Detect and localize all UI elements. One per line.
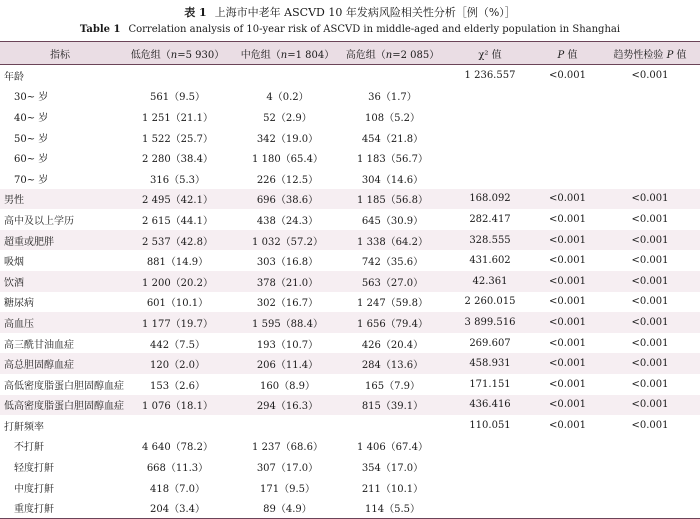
cell-chi-square xyxy=(445,497,535,518)
cell-low-risk: 668（11.3） xyxy=(146,463,209,475)
header-trend-p-value xyxy=(600,42,700,65)
cell-chi-square xyxy=(445,168,535,189)
table-row xyxy=(0,497,700,518)
cell-high-risk: 645（30.9） xyxy=(361,215,424,227)
cell-high-risk: 165（7.9） xyxy=(365,380,420,392)
cell-mid-risk: 89（4.9） xyxy=(235,497,340,518)
cell-trend-p-value: <0.001 xyxy=(631,337,669,349)
cell-chi-square: 436.416 xyxy=(445,395,535,416)
cell-p-value: <0.001 xyxy=(535,312,600,333)
cell-chi-square: 1 236.557 xyxy=(464,69,516,81)
cell-low-risk: 2 280（38.4） xyxy=(142,154,213,166)
cell-chi-square: 3 899.516 xyxy=(445,312,535,333)
cell-mid-risk xyxy=(235,415,340,436)
table-row xyxy=(0,477,700,498)
cell-high-risk: 114（5.5） xyxy=(340,497,445,518)
cell-mid-risk: 307（17.0） xyxy=(256,463,319,475)
table-row xyxy=(0,436,700,457)
cell-trend-p-value xyxy=(600,106,700,127)
header-trend-text: 趋势性检验 xyxy=(613,49,667,61)
cell-chi-square xyxy=(445,436,535,457)
cell-low-risk: 1 522（25.7） xyxy=(142,133,213,145)
cell-trend-p-value xyxy=(600,168,700,189)
cell-low-risk: 442（7.5） xyxy=(150,339,205,351)
cell-mid-risk: 438（24.3） xyxy=(256,215,319,227)
row-label: 不打鼾 xyxy=(14,442,44,454)
cell-chi-square xyxy=(445,106,535,127)
table-row xyxy=(0,86,700,107)
row-label: 高低密度脂蛋白胆固醇血症 xyxy=(4,380,124,392)
cell-high-risk: 563（27.0） xyxy=(340,271,445,292)
header-chi-square: χ² 值 xyxy=(445,42,535,65)
cell-p-value: <0.001 xyxy=(548,296,586,308)
cell-mid-risk: 226（12.5） xyxy=(256,174,319,186)
cell-trend-p-value: <0.001 xyxy=(600,312,700,333)
table-row xyxy=(0,271,700,292)
row-label: 30~ 岁 xyxy=(14,92,49,104)
cell-chi-square: 282.417 xyxy=(469,213,511,225)
cell-p-value: <0.001 xyxy=(548,337,586,349)
cell-p-value: <0.001 xyxy=(535,353,600,374)
cell-trend-p-value: <0.001 xyxy=(631,213,669,225)
table-row xyxy=(0,65,700,86)
cell-p-value xyxy=(535,86,600,107)
row-label: 轻度打鼾 xyxy=(14,463,54,475)
cell-trend-p-value: <0.001 xyxy=(600,395,700,416)
cell-mid-risk: 193（10.7） xyxy=(256,339,319,351)
table-title-chinese xyxy=(0,6,700,20)
cell-trend-p-value xyxy=(600,147,700,168)
cell-mid-risk: 342（19.0） xyxy=(256,133,319,145)
row-label: 吸烟 xyxy=(4,257,24,269)
cell-p-value: <0.001 xyxy=(535,230,600,251)
table-row xyxy=(0,106,700,127)
cell-chi-square: 458.931 xyxy=(445,353,535,374)
table-row xyxy=(0,415,700,436)
cell-mid-risk: 1 180（65.4） xyxy=(252,154,323,166)
table-number-en: Table 1 xyxy=(79,24,121,35)
table-row xyxy=(0,189,700,210)
cell-trend-p-value: <0.001 xyxy=(600,230,700,251)
cell-chi-square: 168.092 xyxy=(445,189,535,210)
cell-high-risk: 454（21.8） xyxy=(361,133,424,145)
table-row xyxy=(0,312,700,333)
cell-low-risk: 561（9.5） xyxy=(150,92,205,104)
cell-high-risk xyxy=(340,415,445,436)
row-label: 高中及以上学历 xyxy=(4,215,74,227)
cell-low-risk: 2 615（44.1） xyxy=(142,215,213,227)
table-row xyxy=(0,292,700,313)
cell-high-risk: 426（20.4） xyxy=(361,339,424,351)
header-p-letter: P xyxy=(557,49,565,61)
row-label: 打鼾频率 xyxy=(4,421,44,433)
header-mid-risk xyxy=(235,42,340,65)
cell-p-value: <0.001 xyxy=(548,255,586,267)
cell-high-risk: 742（35.6） xyxy=(361,257,424,269)
row-label: 男性 xyxy=(0,189,120,210)
cell-high-risk: 36（1.7） xyxy=(368,92,417,104)
table-row xyxy=(0,353,700,374)
cell-low-risk xyxy=(120,415,235,436)
cell-high-risk: 211（10.1） xyxy=(361,483,424,495)
header-p-value xyxy=(535,42,600,65)
cell-mid-risk: 294（16.3） xyxy=(235,395,340,416)
cell-mid-risk: 1 595（88.4） xyxy=(235,312,340,333)
table-row xyxy=(0,147,700,168)
table-title-cn-text: 上海市中老年 ASCVD 10 年发病风险相关性分析［例（%）］ xyxy=(214,6,516,19)
cell-p-value xyxy=(535,168,600,189)
cell-chi-square: 171.151 xyxy=(469,378,511,390)
table-row xyxy=(0,230,700,251)
cell-trend-p-value: <0.001 xyxy=(631,378,669,390)
cell-high-risk: 354（17.0） xyxy=(361,463,424,475)
table-row xyxy=(0,127,700,148)
header-high-n: n xyxy=(385,49,393,61)
header-low-prefix: 低危组（ xyxy=(130,49,171,61)
header-high-suffix: =2 085） xyxy=(392,49,440,61)
cell-mid-risk xyxy=(235,65,340,86)
cell-p-value: <0.001 xyxy=(535,189,600,210)
cell-p-value xyxy=(535,147,600,168)
cell-p-value xyxy=(535,456,600,477)
cell-trend-p-value xyxy=(600,436,700,457)
cell-chi-square: 269.607 xyxy=(469,337,511,349)
cell-low-risk: 1 076（18.1） xyxy=(120,395,235,416)
row-label: 高三酰甘油血症 xyxy=(4,339,74,351)
cell-trend-p-value xyxy=(600,497,700,518)
cell-high-risk: 1 406（67.4） xyxy=(357,442,428,454)
cell-high-risk xyxy=(340,65,445,86)
row-label: 70~ 岁 xyxy=(14,174,49,186)
cell-trend-p-value xyxy=(600,477,700,498)
cell-p-value xyxy=(535,477,600,498)
cell-mid-risk: 1 237（68.6） xyxy=(252,442,323,454)
cell-low-risk: 1 251（21.1） xyxy=(142,112,213,124)
row-label: 40~ 岁 xyxy=(14,112,49,124)
cell-chi-square: 110.051 xyxy=(469,419,511,431)
header-low-n: n xyxy=(170,49,178,61)
cell-mid-risk: 171（9.5） xyxy=(260,483,315,495)
cell-low-risk xyxy=(120,65,235,86)
row-label: 低高密度脂蛋白胆固醇血症 xyxy=(0,395,120,416)
cell-chi-square xyxy=(445,127,535,148)
table-row xyxy=(0,250,700,271)
cell-p-value: <0.001 xyxy=(535,271,600,292)
header-high-prefix: 高危组（ xyxy=(345,49,386,61)
cell-chi-square: 2 260.015 xyxy=(464,296,516,308)
table-title-en-text: Correlation analysis of 10-year risk of ASCVD in middle-aged and elderly population in Shanghai xyxy=(128,24,621,35)
table-row xyxy=(0,456,700,477)
row-label: 高血压 xyxy=(0,312,120,333)
cell-low-risk: 2 495（42.1） xyxy=(120,189,235,210)
cell-low-risk: 153（2.6） xyxy=(150,380,205,392)
cell-trend-p-value: <0.001 xyxy=(631,296,669,308)
header-mid-suffix: =1 804） xyxy=(287,49,335,61)
header-low-suffix: =5 930） xyxy=(177,49,225,61)
cell-trend-p-value xyxy=(600,127,700,148)
cell-high-risk: 1 185（56.8） xyxy=(340,189,445,210)
cell-trend-p-value: <0.001 xyxy=(600,353,700,374)
cell-chi-square xyxy=(445,86,535,107)
cell-low-risk: 316（5.3） xyxy=(150,174,205,186)
cell-p-value: <0.001 xyxy=(548,69,586,81)
cell-chi-square xyxy=(445,147,535,168)
cell-trend-p-value: <0.001 xyxy=(631,255,669,267)
cell-high-risk: 108（5.2） xyxy=(365,112,420,124)
cell-mid-risk: 206（11.4） xyxy=(235,353,340,374)
row-label: 年龄 xyxy=(4,71,24,83)
cell-high-risk: 284（13.6） xyxy=(340,353,445,374)
cell-low-risk: 1 200（20.2） xyxy=(120,271,235,292)
cell-mid-risk: 378（21.0） xyxy=(235,271,340,292)
table-row xyxy=(0,333,700,354)
header-trend-p-letter: P xyxy=(666,49,674,61)
cell-low-risk: 601（10.1） xyxy=(146,298,209,310)
header-trend-suffix: 值 xyxy=(673,49,687,61)
cell-p-value: <0.001 xyxy=(548,378,586,390)
cell-trend-p-value xyxy=(600,86,700,107)
header-indicator: 指标 xyxy=(0,42,120,65)
header-row xyxy=(0,42,700,65)
cell-mid-risk: 4（0.2） xyxy=(266,92,309,104)
header-p-suffix: 值 xyxy=(564,49,578,61)
cell-low-risk: 881（14.9） xyxy=(146,257,209,269)
row-label: 饮酒 xyxy=(0,271,120,292)
cell-chi-square xyxy=(445,456,535,477)
header-mid-n: n xyxy=(280,49,288,61)
cell-p-value xyxy=(535,127,600,148)
cell-high-risk: 1 183（56.7） xyxy=(357,154,428,166)
cell-mid-risk: 1 032（57.2） xyxy=(235,230,340,251)
cell-high-risk: 815（39.1） xyxy=(340,395,445,416)
header-high-risk xyxy=(340,42,445,65)
table-body xyxy=(0,65,700,519)
table-row xyxy=(0,168,700,189)
cell-trend-p-value: <0.001 xyxy=(631,419,669,431)
table-row xyxy=(0,374,700,395)
cell-chi-square: 42.361 xyxy=(445,271,535,292)
data-table xyxy=(0,41,700,519)
cell-trend-p-value: <0.001 xyxy=(600,189,700,210)
cell-high-risk: 304（14.6） xyxy=(361,174,424,186)
table-number-cn: 表 1 xyxy=(184,6,207,19)
header-mid-prefix: 中危组（ xyxy=(240,49,281,61)
cell-p-value: <0.001 xyxy=(535,395,600,416)
cell-p-value: <0.001 xyxy=(548,213,586,225)
cell-high-risk: 1 247（59.8） xyxy=(357,298,428,310)
row-label: 50~ 岁 xyxy=(14,133,49,145)
table-row xyxy=(0,209,700,230)
cell-high-risk: 1 338（64.2） xyxy=(340,230,445,251)
cell-chi-square: 328.555 xyxy=(445,230,535,251)
cell-low-risk: 4 640（78.2） xyxy=(142,442,213,454)
cell-p-value: <0.001 xyxy=(548,419,586,431)
cell-low-risk: 1 177（19.7） xyxy=(120,312,235,333)
row-label: 重度打鼾 xyxy=(0,497,120,518)
cell-low-risk: 2 537（42.8） xyxy=(120,230,235,251)
cell-trend-p-value: <0.001 xyxy=(631,69,669,81)
row-label: 高总胆固醇血症 xyxy=(0,353,120,374)
cell-chi-square xyxy=(445,477,535,498)
cell-p-value xyxy=(535,436,600,457)
cell-low-risk: 120（2.0） xyxy=(120,353,235,374)
cell-trend-p-value: <0.001 xyxy=(600,271,700,292)
row-label: 60~ 岁 xyxy=(14,154,49,166)
cell-mid-risk: 302（16.7） xyxy=(256,298,319,310)
cell-p-value xyxy=(535,497,600,518)
table-title-english xyxy=(0,24,700,36)
cell-trend-p-value xyxy=(600,456,700,477)
cell-mid-risk: 303（16.8） xyxy=(256,257,319,269)
header-low-risk xyxy=(120,42,235,65)
row-label: 糖尿病 xyxy=(4,298,34,310)
cell-mid-risk: 160（8.9） xyxy=(260,380,315,392)
cell-p-value xyxy=(535,106,600,127)
cell-high-risk: 1 656（79.4） xyxy=(340,312,445,333)
cell-chi-square: 431.602 xyxy=(469,255,511,267)
cell-low-risk: 204（3.4） xyxy=(120,497,235,518)
table-row xyxy=(0,395,700,416)
cell-mid-risk: 52（2.9） xyxy=(263,112,312,124)
row-label: 超重或肥胖 xyxy=(0,230,120,251)
cell-low-risk: 418（7.0） xyxy=(150,483,205,495)
cell-mid-risk: 696（38.6） xyxy=(235,189,340,210)
row-label: 中度打鼾 xyxy=(14,483,54,495)
